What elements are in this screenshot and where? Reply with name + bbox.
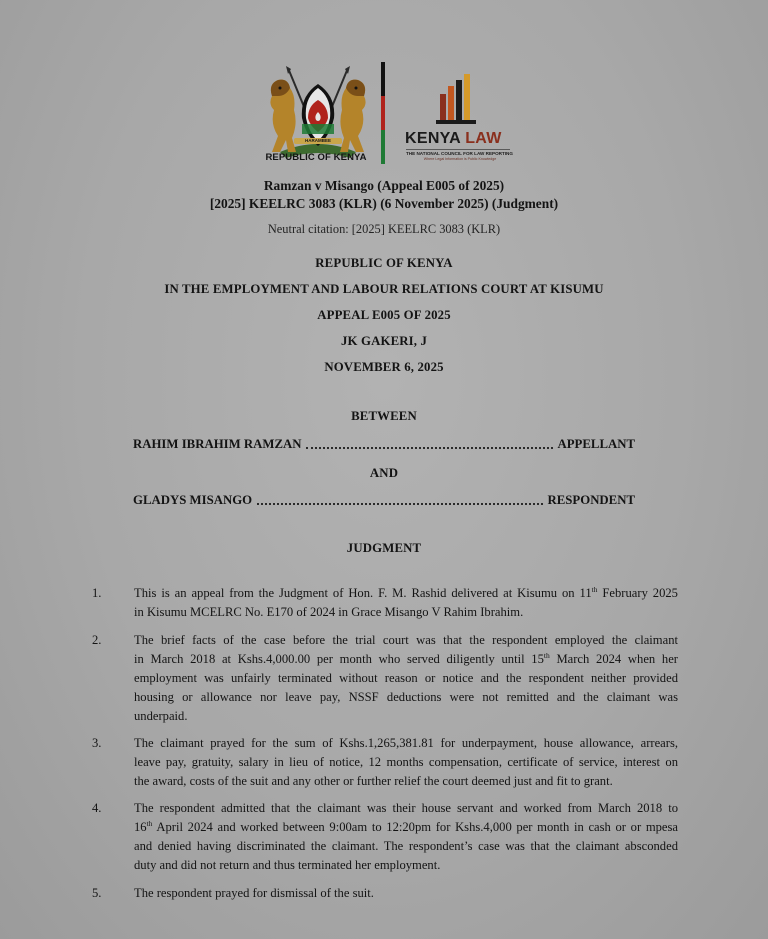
leader-dots <box>306 447 552 449</box>
paragraph-line <box>134 669 678 688</box>
paragraph-line <box>134 688 678 707</box>
line-text: duty and did not return and thus terminated her employment. <box>134 858 441 872</box>
line-text: March 2024 when her <box>549 652 678 666</box>
line-text: employment was unfairly terminated without reason or notice and the respondent neither provided <box>134 671 678 685</box>
paragraph-line <box>134 734 678 753</box>
date-heading: NOVEMBER 6, 2025 <box>324 360 444 374</box>
paragraph-line <box>134 753 678 772</box>
paragraph-text <box>134 631 678 726</box>
line-text: February 2025 <box>597 586 678 600</box>
line-text: leave pay, gratuity, salary in lieu of notice, 12 months compensation, certificate of service, interest on <box>134 755 678 769</box>
paragraph-2 <box>92 631 678 726</box>
paragraph-text <box>134 884 678 903</box>
line-text: in Kisumu MCELRC No. E170 of 2024 in Grace Misango V Rahim Ibrahim. <box>134 605 524 619</box>
line-text: This is an appeal from the Judgment of Hon. F. M. Rashid delivered at Kisumu on 11 <box>134 586 592 600</box>
appeal-number-heading: APPEAL E005 OF 2025 <box>317 308 451 322</box>
between-heading: BETWEEN <box>351 409 417 423</box>
paragraph-line <box>134 799 678 818</box>
paragraph-line <box>134 856 678 875</box>
kenya-law-subtitle: THE NATIONAL COUNCIL FOR LAW REPORTING <box>406 151 513 156</box>
republic-of-kenya-caption: REPUBLIC OF KENYA <box>265 152 367 163</box>
paragraph-4 <box>92 799 678 875</box>
paragraph-text <box>134 584 678 622</box>
line-text: The respondent admitted that the claimant was their house servant and worked from March 2018 to <box>134 801 678 815</box>
paragraph-1 <box>92 584 678 622</box>
appellant-role: APPELLANT <box>557 437 635 451</box>
paragraph-line <box>134 603 678 622</box>
line-text: in March 2018 at Kshs.4,000.00 per month who served diligently until 15 <box>134 652 544 666</box>
paragraph-text <box>134 799 678 875</box>
paragraph-line <box>134 650 678 669</box>
ordinal-suffix: th <box>591 584 598 594</box>
respondent-line <box>133 490 635 508</box>
coat-of-arms-motto: HARAMBEE <box>294 138 342 144</box>
flag-color-divider <box>381 62 385 164</box>
case-title-line-2: [2025] KEELRC 3083 (KLR) (6 November 2025) (Judgment) <box>209 196 559 211</box>
line-text: April 2024 and worked between 9:00am to 12:20pm for Kshs.4,000 per month in cash or or mpesa <box>152 820 678 834</box>
line-text: The respondent prayed for dismissal of the suit. <box>134 886 374 900</box>
kenya-law-wordmark <box>405 130 509 148</box>
kenya-law-tagline: Where Legal Information is Public Knowledge <box>423 157 497 161</box>
appellant-name: RAHIM IBRAHIM RAMZAN <box>133 437 302 451</box>
kenya-law-word-kenya: KENYA <box>405 130 461 147</box>
judgment-heading: JUDGMENT <box>346 541 422 555</box>
respondent-role: RESPONDENT <box>547 493 635 507</box>
paragraph-line <box>134 772 678 791</box>
and-heading: AND <box>369 466 399 480</box>
leader-dots <box>257 503 542 505</box>
paragraph-number: 3. <box>92 736 102 750</box>
paragraph-line <box>134 884 678 903</box>
kenya-law-word-law: LAW <box>465 130 502 147</box>
line-text: and denied having discriminated the claimant. The respondent’s case was that the claimant absconded <box>134 839 678 853</box>
paragraph-line <box>134 837 678 856</box>
paragraph-5 <box>92 884 678 903</box>
respondent-name: GLADYS MISANGO <box>133 493 253 507</box>
kenya-law-logo-icon <box>436 74 476 124</box>
paragraph-line <box>134 631 678 650</box>
republic-heading: REPUBLIC OF KENYA <box>315 256 453 270</box>
neutral-citation: Neutral citation: [2025] KEELRC 3083 (KLR) <box>267 222 501 236</box>
line-text: 16 <box>134 820 147 834</box>
line-text: underpaid. <box>134 709 188 723</box>
judge-heading: JK GAKERI, J <box>340 334 428 348</box>
paragraph-number: 2. <box>92 633 102 647</box>
kenya-coat-of-arms-icon <box>258 66 378 166</box>
line-text: The brief facts of the case before the trial court was that the respondent employed the claimant <box>134 633 678 647</box>
paragraph-number: 5. <box>92 886 102 900</box>
case-title-line-1: Ramzan v Misango (Appeal E005 of 2025) <box>263 178 505 193</box>
ordinal-suffix: th <box>543 650 550 660</box>
paragraph-3 <box>92 734 678 791</box>
line-text: The claimant prayed for the sum of Kshs.1,265,381.81 for underpayment, house allowance, arrears, <box>134 736 678 750</box>
ordinal-suffix: th <box>146 818 153 828</box>
line-text: housing or allowance nor leave pay, NSSF deductions were not remitted and the claimant was <box>134 690 678 704</box>
paragraph-line <box>134 584 678 603</box>
paragraph-line <box>134 818 678 837</box>
line-text: the award, costs of the suit and any other or further relief the court deemed just and fit to grant. <box>134 774 613 788</box>
paragraph-number: 4. <box>92 801 102 815</box>
paragraph-line <box>134 707 678 726</box>
court-name-heading: IN THE EMPLOYMENT AND LABOUR RELATIONS COURT AT KISUMU <box>164 282 604 296</box>
appellant-line <box>133 434 635 452</box>
paragraph-text <box>134 734 678 791</box>
paragraph-number: 1. <box>92 586 102 600</box>
